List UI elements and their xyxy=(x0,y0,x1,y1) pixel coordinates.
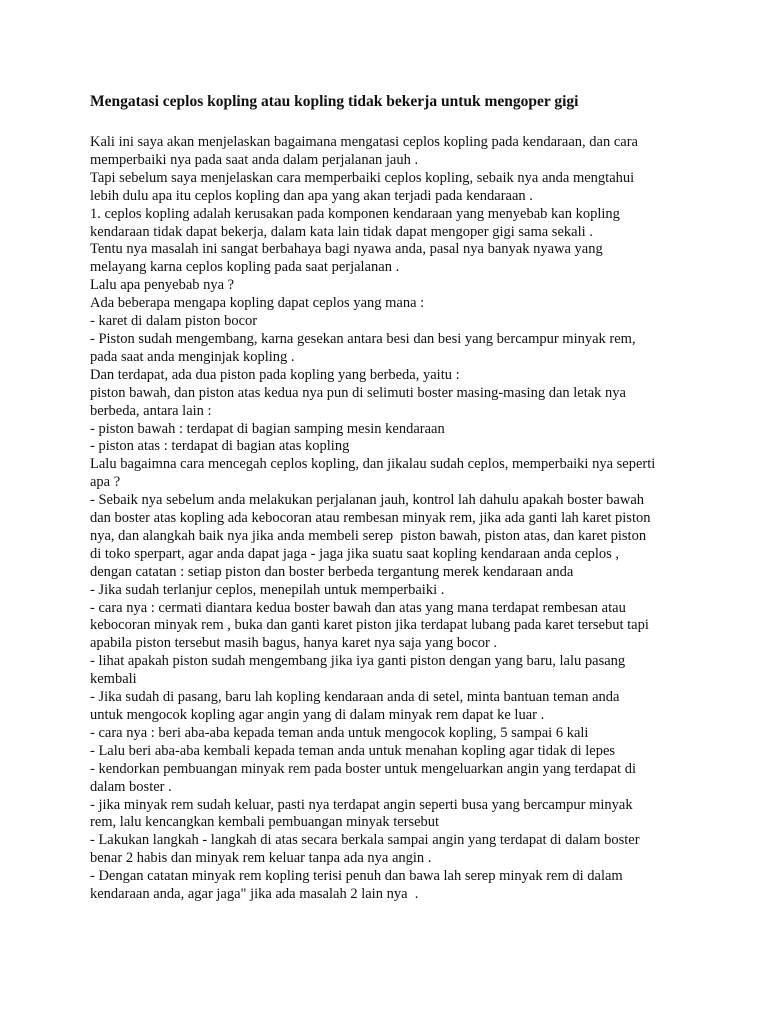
text-line: piston bawah, dan piston atas kedua nya pun di selimuti boster masing-masing dan letak nya xyxy=(90,384,626,401)
text-line: - Dengan catatan minyak rem kopling terisi penuh dan bawa lah serep minyak rem di dalam xyxy=(90,868,623,885)
text-line: kebocoran minyak rem , buka dan ganti karet piston jika terdapat lubang pada karet tersebut tapi xyxy=(90,617,649,634)
text-line: dengan catatan : setiap piston dan boster berbeda tergantung merek kendaraan anda xyxy=(90,563,574,580)
text-line: - Lakukan langkah - langkah di atas secara berkala sampai angin yang terdapat di dalam boster xyxy=(90,832,640,849)
text-line: apabila piston tersebut masih bagus, hanya karet nya saja yang bocor . xyxy=(90,635,498,652)
text-line: kendaraan anda, agar jaga" jika ada masalah 2 lain nya . xyxy=(90,886,419,903)
text-line: - lihat apakah piston sudah mengembang jika iya ganti piston dengan yang baru, lalu pasang xyxy=(90,653,626,670)
text-line: kembali xyxy=(90,671,137,688)
text-line: - Lalu beri aba-aba kembali kepada teman anda untuk menahan kopling agar tidak di lepes xyxy=(90,742,616,759)
text-line: - Jika sudah di pasang, baru lah kopling kendaraan anda di setel, minta bantuan teman anda xyxy=(90,689,620,706)
text-line: Lalu bagaimna cara mencegah ceplos kopling, dan jikalau sudah ceplos, memperbaiki nya seperti xyxy=(90,456,656,473)
text-line: - piston bawah : terdapat di bagian samping mesin kendaraan xyxy=(90,420,445,437)
text-line: lebih dulu apa itu ceplos kopling dan apa yang akan terjadi pada kendaraan . xyxy=(90,187,533,204)
document-page xyxy=(90,92,690,904)
text-line: untuk mengocok kopling agar angin yang di dalam minyak rem dapat ke luar . xyxy=(90,707,545,723)
text-line: - Jika sudah terlanjur ceplos, menepilah untuk memperbaiki . xyxy=(90,581,445,598)
text-line: - Sebaik nya sebelum anda melakukan perjalanan jauh, kontrol lah dahulu apakah boster bawah xyxy=(90,492,645,509)
text-line: - jika minyak rem sudah keluar, pasti nya terdapat angin seperti busa yang bercampur minyak xyxy=(90,796,633,813)
text-line: Dan terdapat, ada dua piston pada kopling yang berbeda, yaitu : xyxy=(90,366,460,383)
text-line: dan boster atas kopling ada kebocoran atau rembesan minyak rem, jika ada ganti lah karet piston xyxy=(90,510,651,527)
text-line: kendaraan tidak dapat bekerja, dalam kata lain tidak dapat mengoper gigi sama sekali . xyxy=(90,223,593,240)
text-line: Tentu nya masalah ini sangat berbahaya bagi nyawa anda, pasal nya banyak nyawa yang xyxy=(90,241,603,258)
text-line: - kendorkan pembuangan minyak rem pada boster untuk mengeluarkan angin yang terdapat di xyxy=(90,760,636,777)
text-line: apa ? xyxy=(90,474,121,491)
text-line: dalam boster . xyxy=(90,778,172,795)
text-line: Kali ini saya akan menjelaskan bagaimana mengatasi ceplos kopling pada kendaraan, dan cara xyxy=(90,134,638,150)
text-line: melayang karna ceplos kopling pada saat perjalanan . xyxy=(90,259,400,276)
document-title: Mengatasi ceplos kopling atau kopling tidak bekerja untuk mengoper gigi xyxy=(90,93,579,110)
text-line: memperbaiki nya pada saat anda dalam perjalanan jauh . xyxy=(90,151,419,168)
text-line: benar 2 habis dan minyak rem keluar tanpa ada nya angin . xyxy=(90,850,432,867)
text-line: - cara nya : cermati diantara kedua boster bawah dan atas yang mana terdapat rembesan atau xyxy=(90,599,626,616)
text-line: rem, lalu kencangkan kembali pembuangan minyak tersebut xyxy=(90,814,440,831)
text-line: pada saat anda menginjak kopling . xyxy=(90,348,295,365)
text-line: berbeda, antara lain : xyxy=(90,402,212,419)
text-line: 1. ceplos kopling adalah kerusakan pada komponen kendaraan yang menyebab kan kopling xyxy=(90,205,620,222)
document-body xyxy=(90,134,690,904)
text-line: Ada beberapa mengapa kopling dapat ceplos yang mana : xyxy=(90,295,425,312)
text-line: Tapi sebelum saya menjelaskan cara memperbaiki ceplos kopling, sebaik nya anda mengtahui xyxy=(90,169,635,186)
text-line: - Piston sudah mengembang, karna gesekan antara besi dan besi yang bercampur minyak rem, xyxy=(90,330,636,347)
text-line: - karet di dalam piston bocor xyxy=(90,313,258,330)
text-line: di toko sperpart, agar anda dapat jaga - jaga jika suatu saat kopling kendaraan anda ceplos , xyxy=(90,545,620,562)
text-line: - cara nya : beri aba-aba kepada teman anda untuk mengocok kopling, 5 sampai 6 kali xyxy=(90,724,589,741)
text-line: - piston atas : terdapat di bagian atas kopling xyxy=(90,438,350,455)
text-line: Lalu apa penyebab nya ? xyxy=(90,277,235,294)
text-line: nya, dan alangkah baik nya jika anda membeli serep piston bawah, piston atas, dan karet piston xyxy=(90,527,647,544)
